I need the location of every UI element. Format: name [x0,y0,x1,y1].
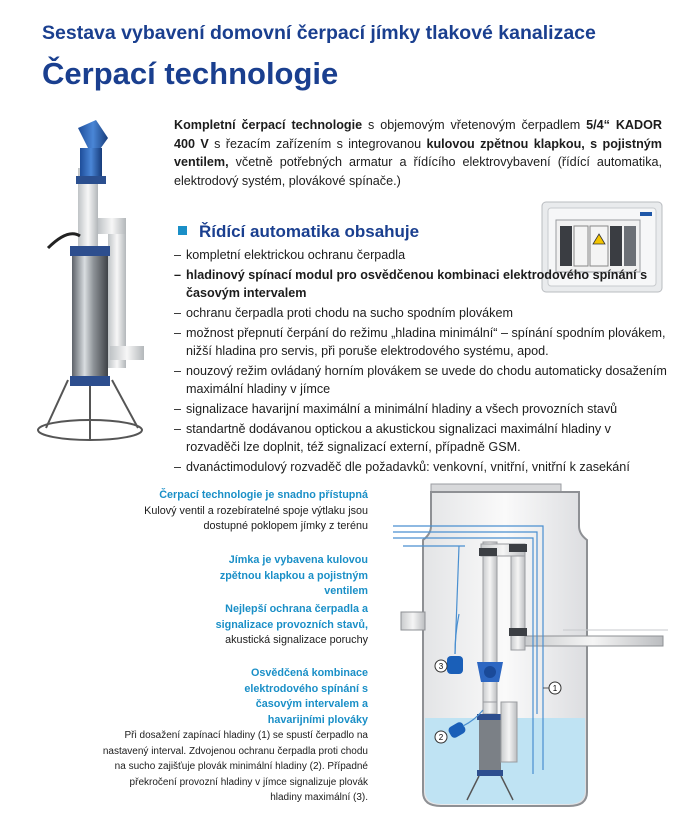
callout-protection [100,602,368,649]
section-heading-text: Řídící automatika obsahuje [199,222,420,241]
list-item-text: dvanáctimodulový rozvaděč dle požadavků: venkovní, vnitřní, vnitřní k zasekání [186,460,630,474]
dash-icon: – [174,248,182,262]
list-item-text: nouzový režim ovládaný horním plovákem se uvede do chodu automaticky dosažením maximální hladiny v jímce [186,364,667,396]
callout-text: Kulový ventil a rozebíratelné spoje výtlaku jsou dostupné poklopem jímky z terénu [144,504,368,532]
callout-combination [100,666,368,728]
sump-cross-section-diagram [393,474,668,809]
list-item-text: hladinový spínací modul pro osvědčenou kombinaci elektrodového spínání s časovým intervalem [186,268,648,300]
intro-text-2: s řezacím zařízením s integrovanou [208,136,427,151]
callout-description [100,728,368,806]
intro-bold-1: Kompletní čerpací technologie [174,118,363,132]
callout-valve [100,553,368,600]
label-3: 3 [438,662,444,671]
label-1: 1 [552,684,558,693]
feature-list [174,246,668,478]
intro-text-3: včetně potřebných armatur a řídícího elektrovybavení (řídící automatika, elektrodový systém, plovákové spínače.) [174,155,662,188]
pump-photo [28,118,168,448]
list-item [174,266,668,302]
bullet-square-icon [178,226,187,235]
list-item-text: signalizace havarijní maximální a minimální hladiny a všech provozních stavů [186,402,618,416]
dash-icon: – [174,268,182,282]
list-item [174,420,668,456]
intro-bold-2: 5/4“ KADOR 400 V [174,118,663,151]
dash-icon: – [174,306,182,320]
list-item [174,400,668,418]
list-item [174,246,668,264]
callout-title: Nejlepší ochrana čerpadla a signalizace provozních stavů, [215,603,368,631]
list-item-text: standartně dodávanou optickou a akustickou signalizaci maximální hladiny v rozvaděči lze doplnit, též signalizací externí, případně GSM. [186,422,611,454]
page-subtitle: Sestava vybavení domovní čerpací jímky tlakové kanalizace [42,22,596,44]
label-2: 2 [438,733,444,742]
list-item [174,362,668,398]
dash-icon: – [174,460,182,474]
intro-text-1: s objemovým vřetenovým čerpadlem [362,118,587,132]
page-title: Čerpací technologie [42,56,339,91]
list-item-text: ochranu čerpadla proti chodu na sucho spodním plovákem [186,306,513,320]
callout-access [100,488,368,535]
callout-title: Jímka je vybavena kulovou zpětnou klapkou a pojistným ventilem [219,554,368,597]
callout-text: akustická signalizace poruchy [225,634,368,646]
list-item-text: možnost přepnutí čerpání do režimu „hladina minimální“ – spínání spodním plovákem, nižší hladina pro servis, při poruše elektrodového systému, apod. [186,326,666,358]
list-item-text: kompletní elektrickou ochranu čerpadla [186,248,406,262]
callout-title: Čerpací technologie je snadno přístupná [159,489,368,501]
dash-icon: – [174,402,182,416]
intro-paragraph [174,116,662,190]
dash-icon: – [174,364,182,378]
callout-title: Osvědčená kombinace elektrodového spínání s časovým intervalem a havarijními plováky [244,667,368,726]
dash-icon: – [174,326,182,340]
list-item [174,324,668,360]
callout-text: Při dosažení zapínací hladiny (1) se spustí čerpadlo na nastavený interval. Zdvojenou ochranu čerpadla proti chodu na sucho zajišťuje plovák minimální hladiny (2). Případné překročení provozní hladiny v jímce signalizuje plovák hladiny maximální (3). [102,730,368,803]
section-heading [178,222,419,242]
intro-bold-3: kulovou zpětnou klapkou, s pojistným ventilem, [174,136,662,169]
list-item [174,304,668,322]
dash-icon: – [174,422,182,436]
